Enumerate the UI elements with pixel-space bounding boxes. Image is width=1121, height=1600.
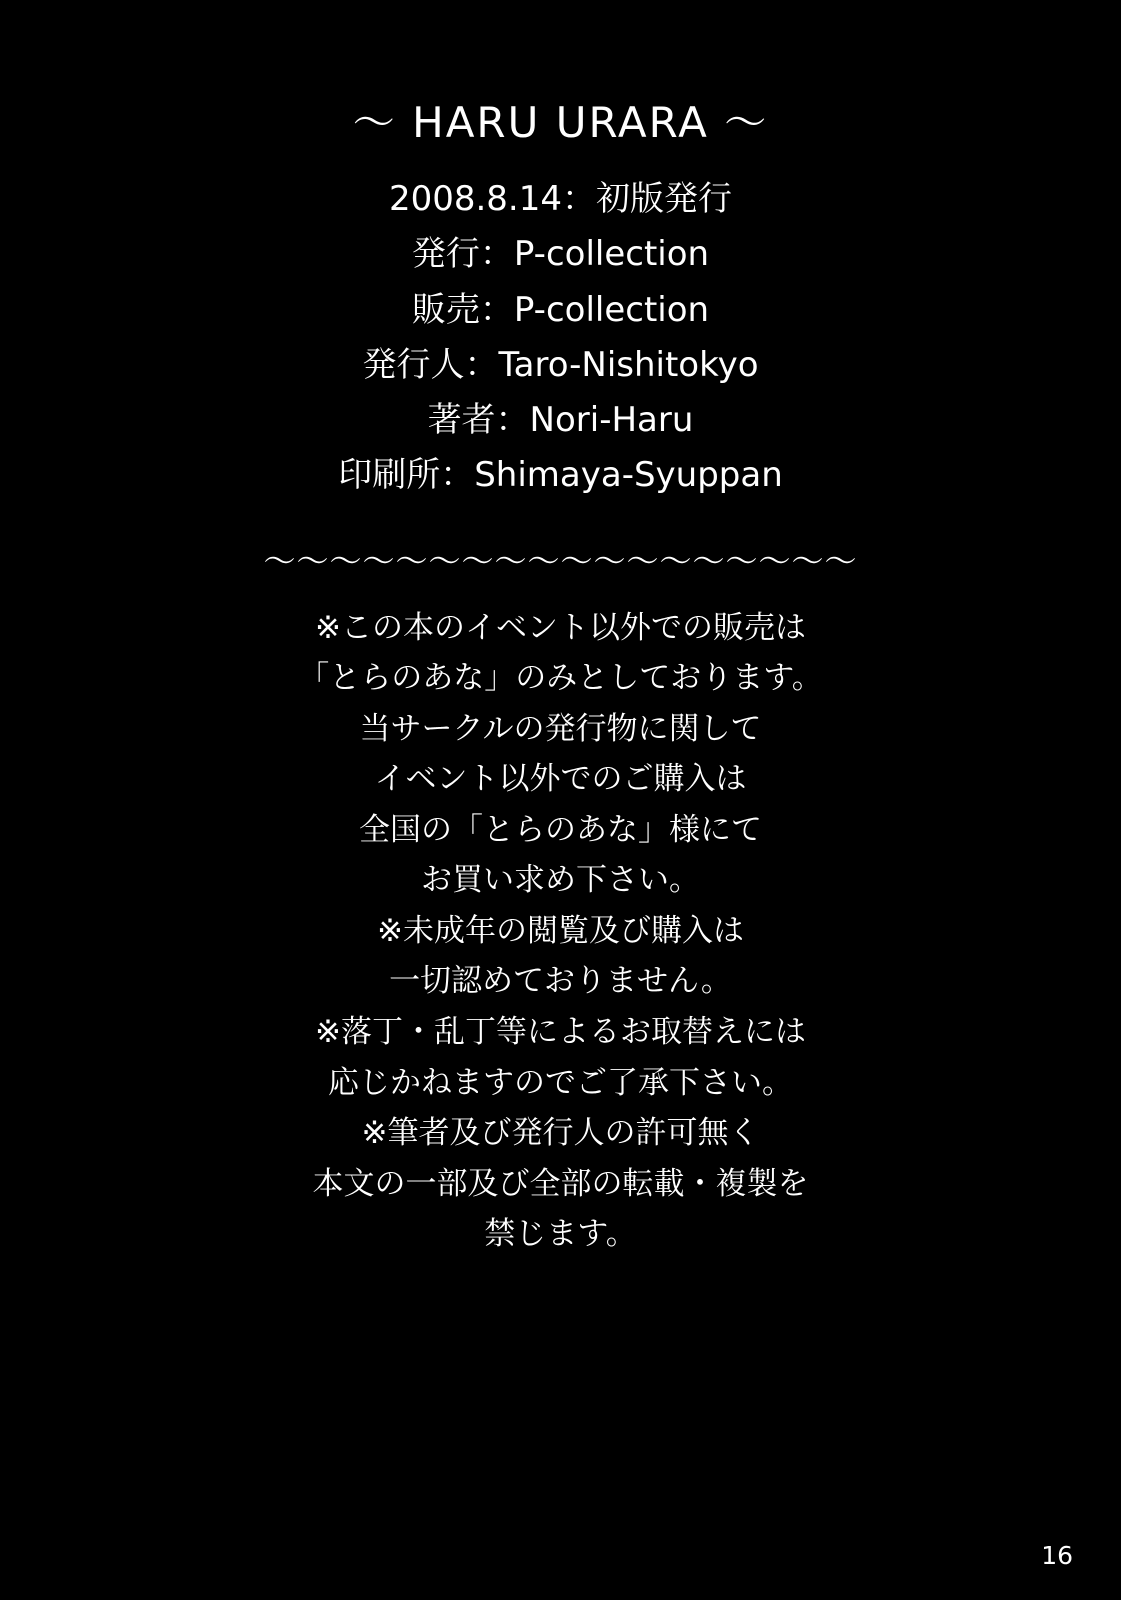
credit-line: 2008.8.14：初版発行 (388, 179, 733, 220)
notice-line: ※未成年の閲覧及び購入は (377, 912, 744, 949)
credit-line: 販売：P-collection (411, 289, 710, 330)
notice-line: ※この本のイベント以外での販売は (315, 609, 806, 646)
notice-line: 「とらのあな」のみとしております。 (298, 660, 823, 697)
credit-line: 発行：P-collection (411, 234, 710, 275)
credit-line: 印刷所：Shimaya-Syuppan (338, 454, 783, 495)
wave-divider: 〜〜〜〜〜〜〜〜〜〜〜〜〜〜〜〜〜〜 (263, 541, 858, 580)
notice-line: 応じかねますのでご了承下さい。 (328, 1064, 793, 1101)
notice-line: 全国の「とらのあな」様にて (359, 811, 762, 848)
notice-list (0, 603, 1121, 1260)
page-number: 16 (1041, 1541, 1073, 1570)
notice-line: イベント以外でのご購入は (374, 761, 747, 798)
page-title: 〜 HARU URARA 〜 (352, 98, 769, 147)
credits-list (0, 172, 1121, 502)
notice-line: 禁じます。 (484, 1216, 637, 1253)
notice-line: 本文の一部及び全部の転載・複製を (312, 1165, 809, 1202)
notice-line: お買い求め下さい。 (421, 862, 700, 899)
notice-line: 当サークルの発行物に関して (359, 710, 762, 747)
notice-line: ※筆者及び発行人の許可無く (361, 1115, 760, 1152)
credit-line: 発行人：Taro-Nishitokyo (362, 344, 759, 385)
notice-line: 一切認めておりません。 (389, 963, 732, 1000)
notice-line: ※落丁・乱丁等によるお取替えには (315, 1013, 806, 1050)
credit-line: 著者：Nori-Haru (427, 399, 694, 440)
